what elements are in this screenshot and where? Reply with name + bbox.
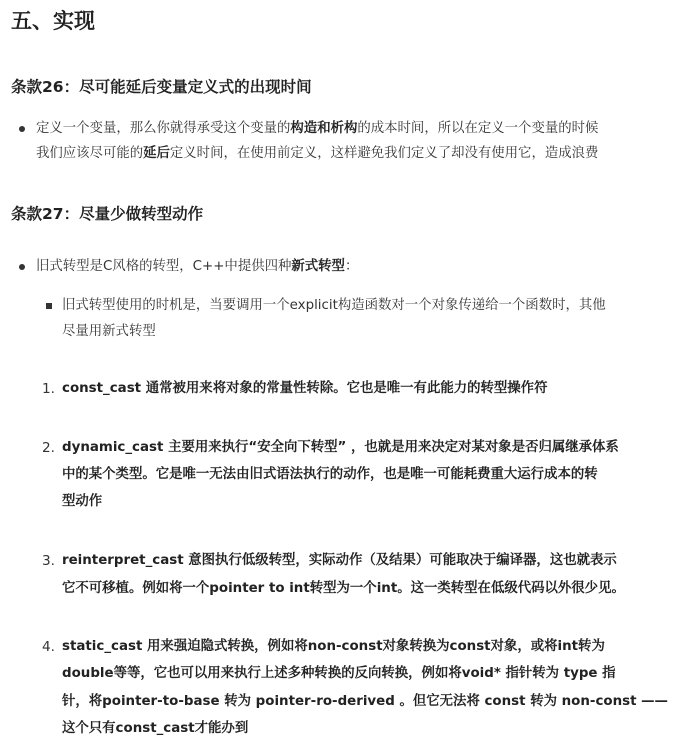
item27-bullet — [36, 256, 358, 278]
item27-text: 旧式转型是C风格的转型，C++中提供四种 — [36, 259, 292, 274]
item26-bullet-line2 — [36, 143, 598, 165]
item26-heading: 条款26：尽可能延后变量定义式的出现时间 — [11, 78, 312, 96]
list-item-4-line4: 这个只有const_cast才能办到 — [62, 721, 249, 736]
list-item-1-line1: const_cast 通常被用来将对象的常量性转除。它也是唯一有此能力的转型操作符 — [62, 381, 548, 396]
list-item-number: 1. — [42, 381, 55, 397]
list-item-2-line3: 型动作 — [62, 494, 103, 509]
sub-bullet-line2: 尽量用新式转型 — [62, 324, 156, 339]
sub-bullet-line1: 旧式转型使用的时机是，当要调用一个explicit构造函数对一个对象传递给一个函数时，其他 — [62, 298, 606, 313]
item27-heading: 条款27：尽量少做转型动作 — [11, 205, 204, 223]
list-item-4-line2: double等等，它也可以用来执行上述多种转换的反向转换，例如将void* 指针转为 type 指 — [62, 666, 616, 681]
item27-emphasis-new-cast: 新式转型 — [291, 259, 345, 274]
list-item-3-line2: 它不可移植。例如将一个pointer to int转型为一个int。这一类转型在低级代码以外很少见。 — [62, 581, 625, 596]
item26-emphasis-construct-destruct: 构造和析构 — [290, 121, 358, 136]
item26-text: 定义时间，在使用前定义，这样避免我们定义了却没有使用它，造成浪费 — [169, 146, 599, 161]
list-item-4-line3: 针，将pointer-to-base 转为 pointer-ro-derived 。但它无法将 const 转为 non-const —— — [62, 694, 668, 709]
list-item-2-line2: 中的某个类型。它是唯一无法由旧式语法执行的动作，也是唯一可能耗费重大运行成本的转 — [62, 467, 598, 482]
item26-text: 定义一个变量，那么你就得承受这个变量的 — [36, 121, 291, 136]
item26-bullet-line1 — [36, 118, 598, 140]
list-item-number: 2. — [42, 440, 55, 456]
section-title: 五、实现 — [11, 9, 95, 33]
list-item-number: 3. — [42, 553, 55, 569]
item26-emphasis-delay: 延后 — [143, 146, 170, 161]
item27-text: ： — [344, 259, 359, 274]
bullet-square-icon — [46, 303, 52, 309]
item26-text: 的成本时间，所以在定义一个变量的时候 — [357, 121, 599, 136]
item26-text: 我们应该尽可能的 — [36, 146, 144, 161]
bullet-dot-icon — [19, 264, 25, 270]
list-item-3-line1: reinterpret_cast 意图执行低级转型，实际动作（及结果）可能取决于编译器，这也就表示 — [62, 553, 617, 568]
list-item-4-line1: static_cast 用来强迫隐式转换，例如将non-const对象转换为const对象，或将int转为 — [62, 639, 605, 654]
list-item-2-line1: dynamic_cast 主要用来执行“安全向下转型” ，也就是用来决定对某对象是否归属继承体系 — [62, 440, 619, 455]
bullet-dot-icon — [19, 126, 25, 132]
list-item-number: 4. — [42, 639, 55, 655]
